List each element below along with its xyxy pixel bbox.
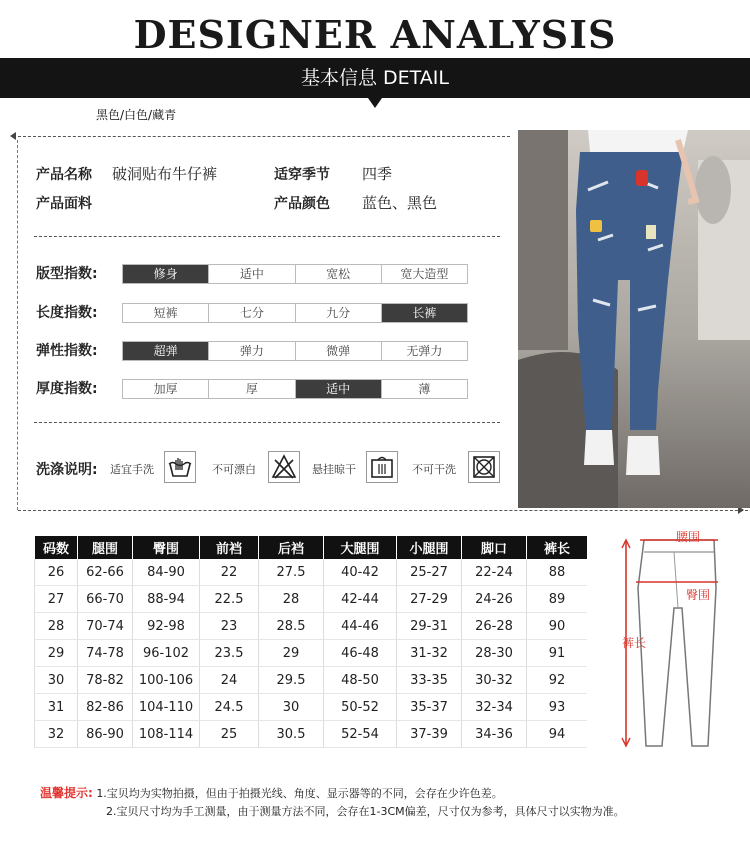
size-table-cell: 28.5 (259, 613, 324, 640)
size-table-cell: 84-90 (133, 559, 200, 586)
index-option-selected: 超弹 (123, 342, 208, 360)
hang-dry-icon (366, 451, 398, 483)
color-value: 蓝色、黑色 (362, 194, 438, 212)
index-divider (34, 422, 500, 423)
index-option: 宽松 (295, 265, 381, 283)
size-table-cell: 86-90 (78, 721, 133, 748)
size-table-row (35, 667, 588, 694)
size-table-cell: 22 (200, 559, 259, 586)
index-option: 弹力 (208, 342, 294, 360)
size-table-cell: 28 (35, 613, 78, 640)
size-table-cell: 29-31 (397, 613, 462, 640)
size-table-header: 大腿围 (324, 536, 397, 559)
index-option: 无弹力 (381, 342, 467, 360)
size-table-cell: 24 (200, 667, 259, 694)
header-notch (368, 98, 382, 108)
index-option: 适中 (208, 265, 294, 283)
size-table-cell: 31-32 (397, 640, 462, 667)
index-option: 七分 (208, 304, 294, 322)
size-table-cell: 70-74 (78, 613, 133, 640)
size-table-header: 腿围 (78, 536, 133, 559)
size-table-cell: 24.5 (200, 694, 259, 721)
index-option: 宽大造型 (381, 265, 467, 283)
size-table-cell: 46-48 (324, 640, 397, 667)
size-table-cell: 100-106 (133, 667, 200, 694)
size-table-header: 码数 (35, 536, 78, 559)
length-label: 裤长 (622, 636, 647, 650)
product-name-label: 产品名称 (36, 167, 92, 183)
divider-arrow-left (10, 132, 16, 140)
size-table-cell: 91 (527, 640, 588, 667)
size-table-cell: 25-27 (397, 559, 462, 586)
hand-wash-icon (164, 451, 196, 483)
index-option: 九分 (295, 304, 381, 322)
size-table-cell: 31 (35, 694, 78, 721)
size-table-cell: 88-94 (133, 586, 200, 613)
size-table-cell: 37-39 (397, 721, 462, 748)
size-table-header: 裤长 (527, 536, 588, 559)
size-table-cell: 62-66 (78, 559, 133, 586)
size-table-cell: 93 (527, 694, 588, 721)
size-table-cell: 96-102 (133, 640, 200, 667)
size-table-row (35, 586, 588, 613)
index-scale (122, 341, 468, 361)
size-table-cell: 89 (527, 586, 588, 613)
size-table-row (35, 613, 588, 640)
size-table-cell: 30.5 (259, 721, 324, 748)
top-divider (18, 136, 510, 137)
size-table-header: 小腿围 (397, 536, 462, 559)
index-label: 版型指数: (36, 266, 98, 282)
wash-text-bleach: 不可漂白 (212, 463, 256, 476)
index-option-selected: 长裤 (381, 304, 467, 322)
size-table-cell: 82-86 (78, 694, 133, 721)
note-text-1: 1.宝贝均为实物拍摄，但由于拍摄光线、角度、显示器等的不同，会存在少许色差。 (96, 787, 503, 800)
wash-text-hand: 适宜手洗 (110, 463, 154, 476)
size-table-cell: 35-37 (397, 694, 462, 721)
size-table-cell: 27-29 (397, 586, 462, 613)
size-table-cell: 48-50 (324, 667, 397, 694)
size-table-cell: 50-52 (324, 694, 397, 721)
size-table-cell: 33-35 (397, 667, 462, 694)
size-table-cell: 40-42 (324, 559, 397, 586)
index-option-selected: 适中 (295, 380, 381, 398)
bottom-divider (18, 510, 748, 511)
left-guide (17, 140, 18, 510)
note-title: 温馨提示: (40, 786, 93, 800)
wash-text-hang: 悬挂晾干 (312, 463, 356, 476)
size-table-cell: 29 (259, 640, 324, 667)
size-table-header: 后裆 (259, 536, 324, 559)
wash-text-dryclean: 不可干洗 (412, 463, 456, 476)
index-scale (122, 379, 468, 399)
hip-label: 臀围 (686, 588, 711, 602)
size-table-cell: 92 (527, 667, 588, 694)
index-scale (122, 303, 468, 323)
size-table-cell: 27.5 (259, 559, 324, 586)
size-table-header: 前裆 (200, 536, 259, 559)
size-table-cell: 108-114 (133, 721, 200, 748)
product-photo (518, 130, 750, 508)
product-name-value: 破洞贴布牛仔裤 (112, 165, 218, 183)
size-table-row (35, 559, 588, 586)
note-line-2: 2.宝贝尺寸均为手工测量，由于测量方法不同，会存在1-3CM偏差，尺寸仅为参考，具体尺寸以实物为准。 (106, 805, 625, 818)
size-table-cell: 44-46 (324, 613, 397, 640)
index-option: 微弹 (295, 342, 381, 360)
size-table-cell: 94 (527, 721, 588, 748)
color-options: 黑色/白色/藏青 (96, 108, 177, 122)
size-table-cell: 28 (259, 586, 324, 613)
washing-label: 洗涤说明: (36, 462, 98, 478)
size-table-header: 臀围 (133, 536, 200, 559)
size-table-cell: 90 (527, 613, 588, 640)
size-table-cell: 52-54 (324, 721, 397, 748)
section-header-title: 基本信息 DETAIL (301, 67, 449, 89)
size-table-row (35, 721, 588, 748)
size-table (34, 536, 587, 748)
size-table-row (35, 640, 588, 667)
season-label: 适穿季节 (274, 167, 330, 183)
size-table-cell: 34-36 (462, 721, 527, 748)
color-label: 产品颜色 (274, 196, 330, 212)
size-table-cell: 32-34 (462, 694, 527, 721)
size-table-cell: 22.5 (200, 586, 259, 613)
info-divider (34, 236, 500, 237)
index-option: 加厚 (123, 380, 208, 398)
index-option-selected: 修身 (123, 265, 208, 283)
size-table-cell: 104-110 (133, 694, 200, 721)
page-title: DESIGNER ANALYSIS (133, 12, 617, 57)
size-table-cell: 26-28 (462, 613, 527, 640)
size-table-cell: 92-98 (133, 613, 200, 640)
size-table-cell: 23.5 (200, 640, 259, 667)
index-option: 薄 (381, 380, 467, 398)
no-bleach-icon (268, 451, 300, 483)
size-table-cell: 30-32 (462, 667, 527, 694)
no-dry-clean-icon (468, 451, 500, 483)
size-table-cell: 29 (35, 640, 78, 667)
size-table-cell: 30 (35, 667, 78, 694)
size-table-cell: 66-70 (78, 586, 133, 613)
size-table-row (35, 694, 588, 721)
size-table-cell: 26 (35, 559, 78, 586)
index-label: 厚度指数: (36, 381, 98, 397)
fabric-label: 产品面料 (36, 196, 92, 212)
size-table-cell: 74-78 (78, 640, 133, 667)
size-table-cell: 28-30 (462, 640, 527, 667)
size-table-cell: 23 (200, 613, 259, 640)
size-table-cell: 42-44 (324, 586, 397, 613)
index-label: 弹性指数: (36, 343, 98, 359)
size-table-cell: 27 (35, 586, 78, 613)
size-table-cell: 22-24 (462, 559, 527, 586)
size-table-cell: 32 (35, 721, 78, 748)
season-value: 四季 (362, 165, 393, 183)
size-table-cell: 30 (259, 694, 324, 721)
note-line-1 (40, 784, 503, 801)
size-table-header: 脚口 (462, 536, 527, 559)
index-option: 短裤 (123, 304, 208, 322)
size-table-cell: 24-26 (462, 586, 527, 613)
size-table-cell: 29.5 (259, 667, 324, 694)
size-table-cell: 78-82 (78, 667, 133, 694)
index-option: 厚 (208, 380, 294, 398)
size-table-cell: 88 (527, 559, 588, 586)
size-table-cell: 25 (200, 721, 259, 748)
waist-label: 腰围 (676, 530, 701, 544)
index-scale (122, 264, 468, 284)
index-label: 长度指数: (36, 305, 98, 321)
